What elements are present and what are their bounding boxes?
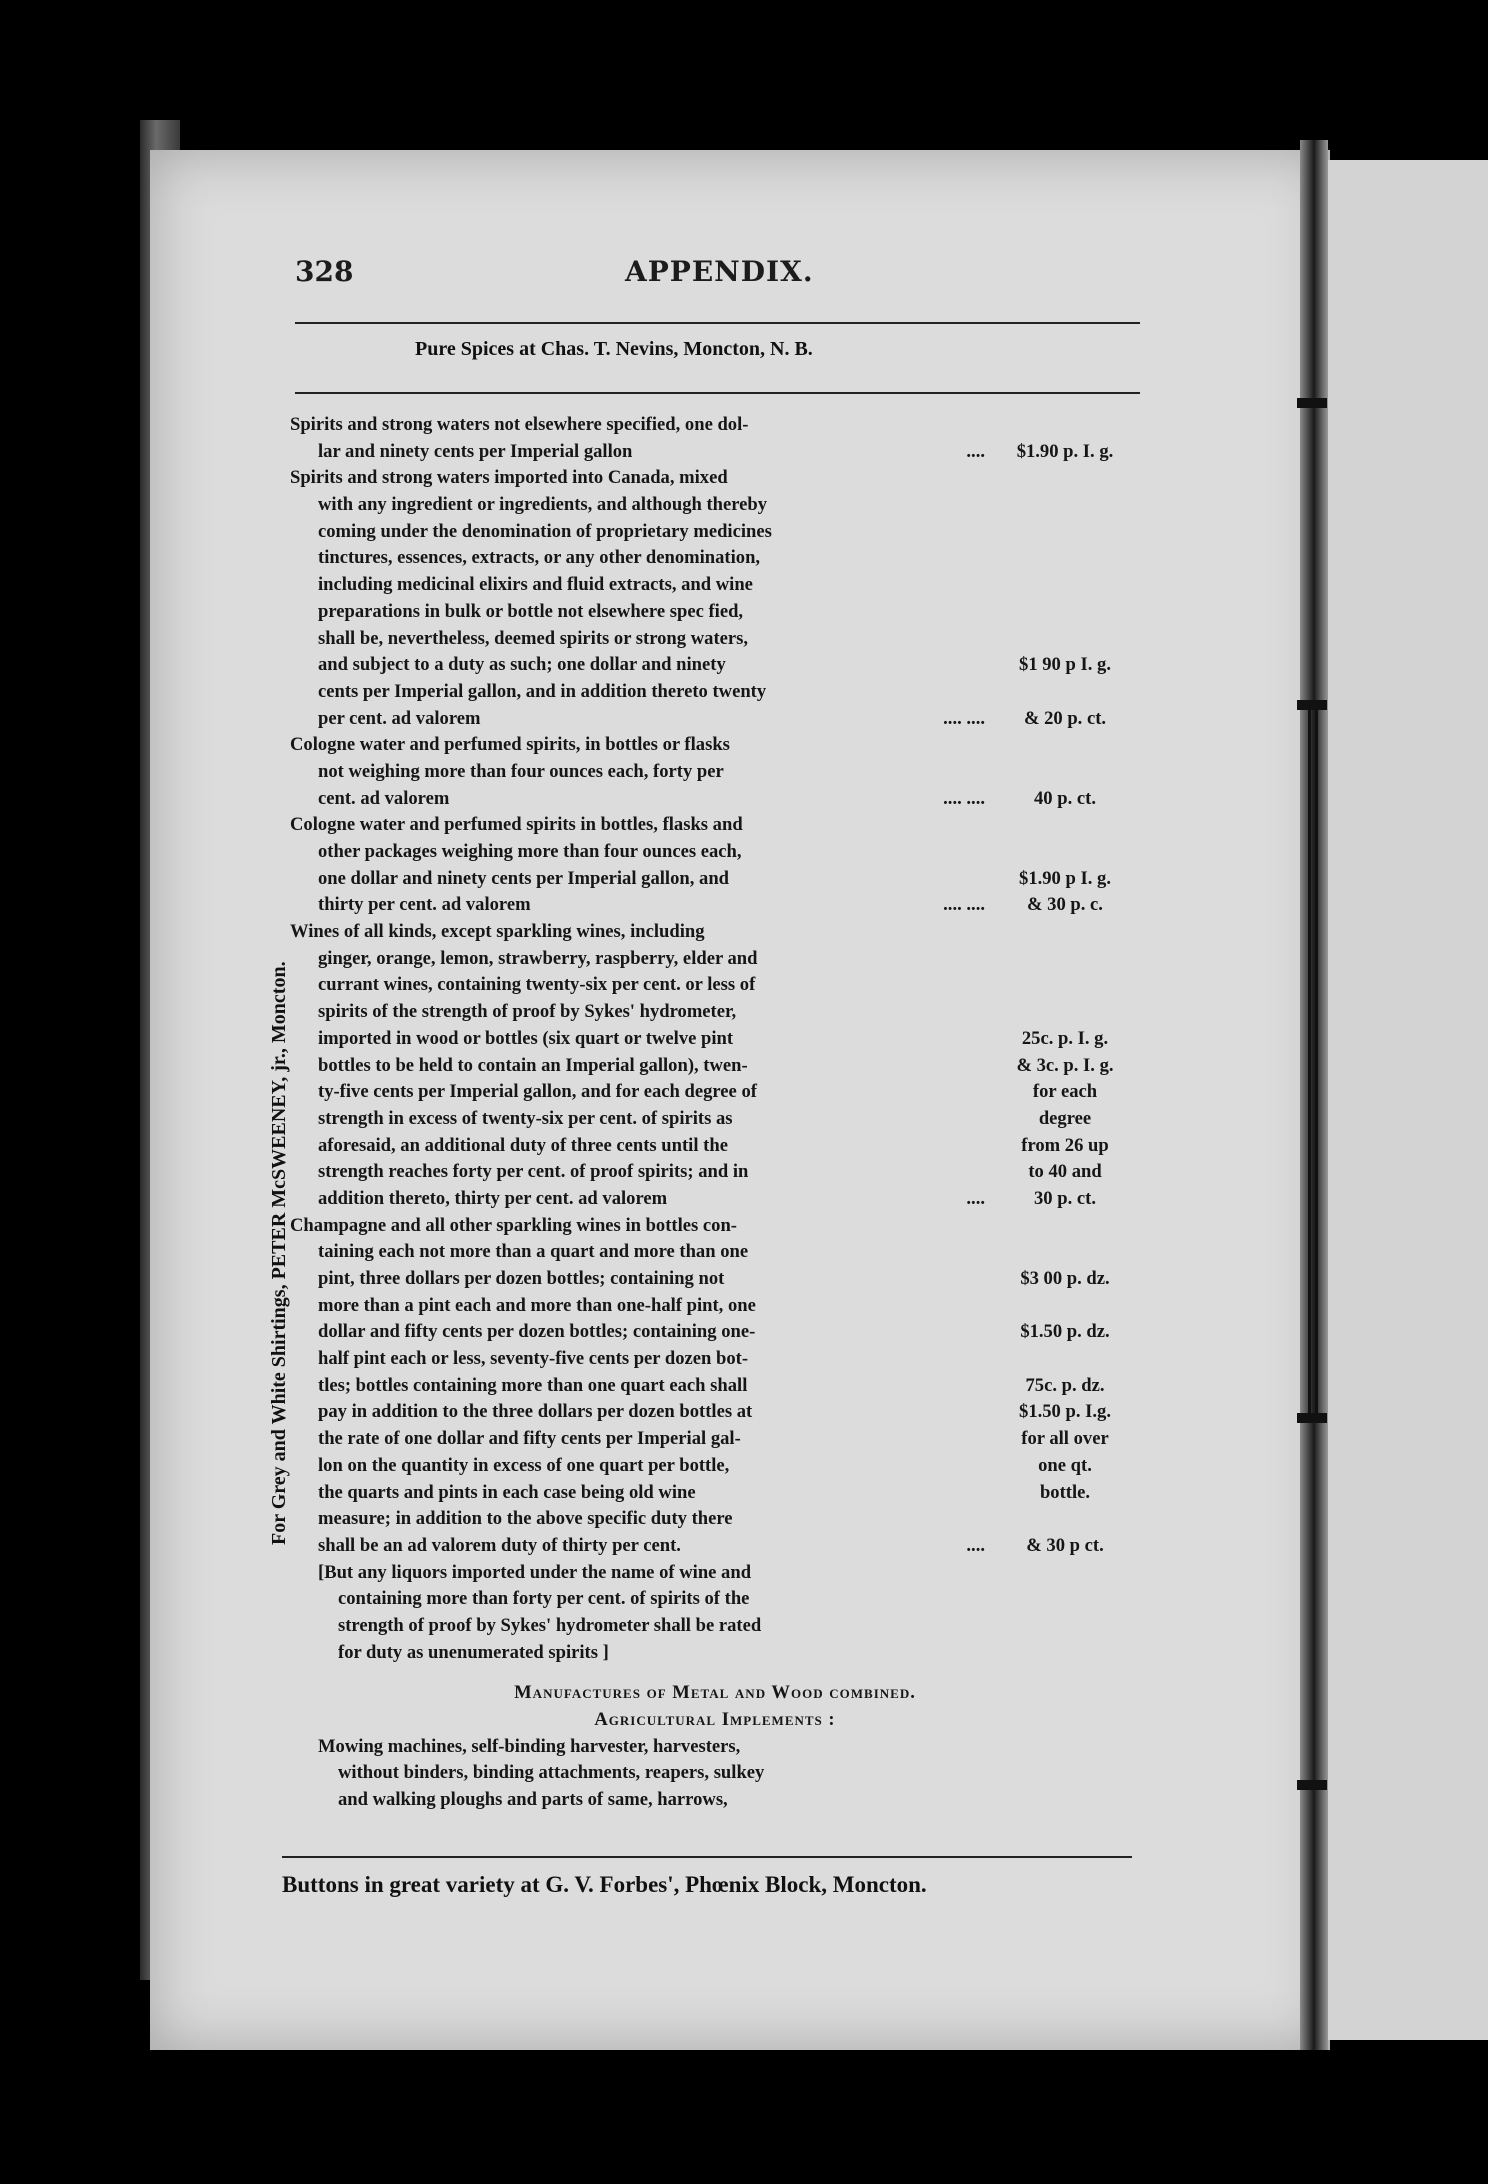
tariff-line [290,1586,1140,1613]
line-text: spirits of the strength of proof by Sykes' hydrometer, [318,1001,737,1023]
leader-dots: .... .... [943,894,985,916]
section-line [290,1760,1140,1787]
line-text: including medicinal elixirs and fluid extracts, and wine [318,574,753,596]
line-text: not weighing more than four ounces each, forty per [318,760,724,782]
tariff-line [290,1453,1140,1480]
duty-rate: one qt. [1038,1454,1092,1476]
tariff-line [290,1293,1140,1320]
leader-dots: .... [966,440,985,462]
tariff-line [290,892,1140,919]
line-text: Spirits and strong waters imported into Canada, mixed [290,467,728,489]
tariff-line [290,652,1140,679]
tariff-line [290,1133,1140,1160]
section-gap [290,1666,1140,1680]
binding-stitch [1297,1780,1327,1790]
line-text: strength reaches forty per cent. of proof spirits; and in [318,1161,749,1183]
duty-rate: & 3c. p. I. g. [1016,1054,1114,1076]
line-text: pint, three dollars per dozen bottles; containing not [318,1268,725,1289]
tariff-line [290,1640,1140,1667]
line-text: ty-five cents per Imperial gallon, and for each degree of [318,1081,757,1103]
line-text: without binders, binding attachments, reapers, sulkey [338,1762,765,1784]
line-text: one dollar and ninety cents per Imperial gallon, and [318,867,730,889]
duty-rate: $1 90 p I. g. [1019,654,1111,676]
leader-dots: .... [966,1534,985,1556]
side-advertisement: For Grey and White Shirtings, PETER McSWEENEY, jr., Moncton. [268,961,290,1545]
line-text: strength of proof by Sykes' hydrometer shall be rated [338,1614,762,1636]
tariff-line [290,839,1140,866]
footer-rule [282,1856,1132,1858]
tariff-line [290,732,1140,759]
duty-rate: $3 00 p. dz. [1020,1268,1110,1289]
section-heading: Manufactures of Metal and Wood combined. [514,1682,916,1704]
line-text: preparations in bulk or bottle not elsewhere spec fied, [318,600,744,622]
tariff-line [290,1346,1140,1373]
duty-rate: to 40 and [1028,1161,1102,1183]
duty-rate: & 30 p. c. [1027,894,1103,916]
line-text: dollar and fifty cents per dozen bottles; containing one- [318,1321,756,1343]
line-text: Wines of all kinds, except sparkling wines, including [290,921,705,943]
tariff-line [290,1213,1140,1240]
line-text: Spirits and strong waters not elsewhere specified, one dol- [290,414,749,435]
leader-dots: .... [966,1187,985,1209]
header-rule [295,322,1140,324]
line-text: imported in wood or bottles (six quart or twelve pint [318,1027,734,1049]
tariff-line [290,759,1140,786]
leader-dots: .... .... [943,787,985,809]
tariff-line [290,679,1140,706]
line-text: Mowing machines, self-binding harvester, harvesters, [318,1735,741,1757]
page-title: APPENDIX. [625,255,814,288]
tariff-line [290,1266,1140,1293]
tariff-line [290,706,1140,733]
tariff-line [290,599,1140,626]
ad-rule [295,392,1140,394]
line-text: Cologne water and perfumed spirits, in bottles or flasks [290,734,730,756]
line-text: per cent. ad valorem [318,707,481,729]
tariff-line [290,1480,1140,1507]
duty-rate: $1.90 p. I. g. [1016,440,1114,462]
right-page-fragment [1315,160,1488,2040]
section-subheading: Agricultural Implements : [594,1709,836,1730]
tariff-line [290,1159,1140,1186]
duty-rate: from 26 up [1021,1134,1109,1156]
line-text: other packages weighing more than four ounces each, [318,841,742,862]
tariff-line [290,1053,1140,1080]
duty-rate: for each [1032,1081,1098,1103]
duty-rate: & 20 p. ct. [1023,707,1107,729]
page-header [295,255,1135,295]
tariff-line [290,465,1140,492]
tariff-line [290,972,1140,999]
bottom-advertisement: Buttons in great variety at G. V. Forbes', Phœnix Block, Moncton. [282,1872,927,1897]
line-text: tinctures, essences, extracts, or any other denomination, [318,547,761,569]
tariff-line [290,1186,1140,1213]
tariff-line [290,919,1140,946]
binding-thread [1308,700,1318,1420]
line-text: for duty as unenumerated spirits ] [338,1641,609,1663]
line-text: lar and ninety cents per Imperial gallon [318,440,633,462]
line-text: and walking ploughs and parts of same, harrows, [338,1789,728,1811]
tariff-line [290,866,1140,893]
line-text: strength in excess of twenty-six per cent. of spirits as [318,1107,733,1129]
tariff-line [290,545,1140,572]
line-text: bottles to be held to contain an Imperial gallon), twen- [318,1054,748,1076]
line-text: taining each not more than a quart and more than one [318,1241,749,1263]
line-text: the quarts and pints in each case being old wine [318,1481,696,1503]
line-text: Cologne water and perfumed spirits in bottles, flasks and [290,814,743,836]
duty-rate: 75c. p. dz. [1025,1374,1105,1396]
line-text: tles; bottles containing more than one quart each shall [318,1374,748,1396]
binding-stitch [1297,398,1327,408]
tariff-line [290,1533,1140,1560]
duty-rate: 25c. p. I. g. [1021,1027,1109,1049]
tariff-line [290,946,1140,973]
line-text: coming under the denomination of proprietary medicines [318,520,772,542]
line-text: thirty per cent. ad valorem [318,894,531,916]
line-text: half pint each or less, seventy-five cents per dozen bot- [318,1348,749,1370]
line-text: measure; in addition to the above specific duty there [318,1508,733,1530]
line-text: addition thereto, thirty per cent. ad valorem [318,1187,668,1209]
line-text: Champagne and all other sparkling wines in bottles con- [290,1214,738,1236]
line-text: with any ingredient or ingredients, and although thereby [318,494,768,516]
binding-stitch [1297,1413,1327,1423]
tariff-line [290,519,1140,546]
duty-rate: $1.90 p I. g. [1019,867,1111,889]
line-text: lon on the quantity in excess of one quart per bottle, [318,1454,730,1476]
section-line [290,1787,1140,1814]
line-text: ginger, orange, lemon, strawberry, raspberry, elder and [318,947,758,969]
tariff-line [290,439,1140,466]
line-text: [But any liquors imported under the name of wine and [318,1561,752,1583]
tariff-line [290,999,1140,1026]
line-text: the rate of one dollar and fifty cents per Imperial gal- [318,1428,741,1450]
line-text: cents per Imperial gallon, and in addition thereto twenty [318,680,767,702]
duty-rate: degree [1038,1107,1092,1129]
top-advertisement: Pure Spices at Chas. T. Nevins, Moncton, N. B. [415,338,813,360]
tariff-line [290,1079,1140,1106]
tariff-line [290,1239,1140,1266]
binding-stitch [1297,700,1327,710]
tariff-line [290,626,1140,653]
duty-rate: $1.50 p. dz. [1020,1321,1110,1343]
tariff-line [290,1506,1140,1533]
duty-rate: bottle. [1039,1481,1091,1503]
line-text: cent. ad valorem [318,787,450,809]
tariff-line [290,1426,1140,1453]
tariff-line [290,1373,1140,1400]
tariff-line [290,812,1140,839]
tariff-line [290,1560,1140,1587]
duty-rate: $1.50 p. I.g. [1019,1401,1111,1423]
tariff-line [290,1399,1140,1426]
line-text: aforesaid, an additional duty of three cents until the [318,1134,728,1156]
section-line [290,1734,1140,1761]
tariff-text [290,412,1140,1814]
tariff-line [290,412,1140,439]
line-text: and subject to a duty as such; one dollar and ninety [318,654,726,676]
duty-rate: for all over [1021,1428,1109,1450]
tariff-line [290,1026,1140,1053]
duty-rate: 40 p. ct. [1034,787,1096,809]
page-number: 328 [295,255,354,288]
line-text: currant wines, containing twenty-six per cent. or less of [318,974,756,996]
line-text: pay in addition to the three dollars per dozen bottles at [318,1401,753,1423]
line-text: shall be an ad valorem duty of thirty per cent. [318,1534,681,1556]
line-text: more than a pint each and more than one-half pint, one [318,1294,756,1316]
tariff-line [290,572,1140,599]
tariff-line [290,786,1140,813]
leader-dots: .... .... [943,707,985,729]
line-text: containing more than forty per cent. of spirits of the [338,1588,750,1610]
tariff-line [290,1319,1140,1346]
tariff-line [290,1613,1140,1640]
duty-rate: & 30 p ct. [1026,1534,1104,1556]
duty-rate: 30 p. ct. [1034,1187,1096,1209]
tariff-line [290,492,1140,519]
line-text: shall be, nevertheless, deemed spirits or strong waters, [318,627,749,649]
tariff-line [290,1106,1140,1133]
